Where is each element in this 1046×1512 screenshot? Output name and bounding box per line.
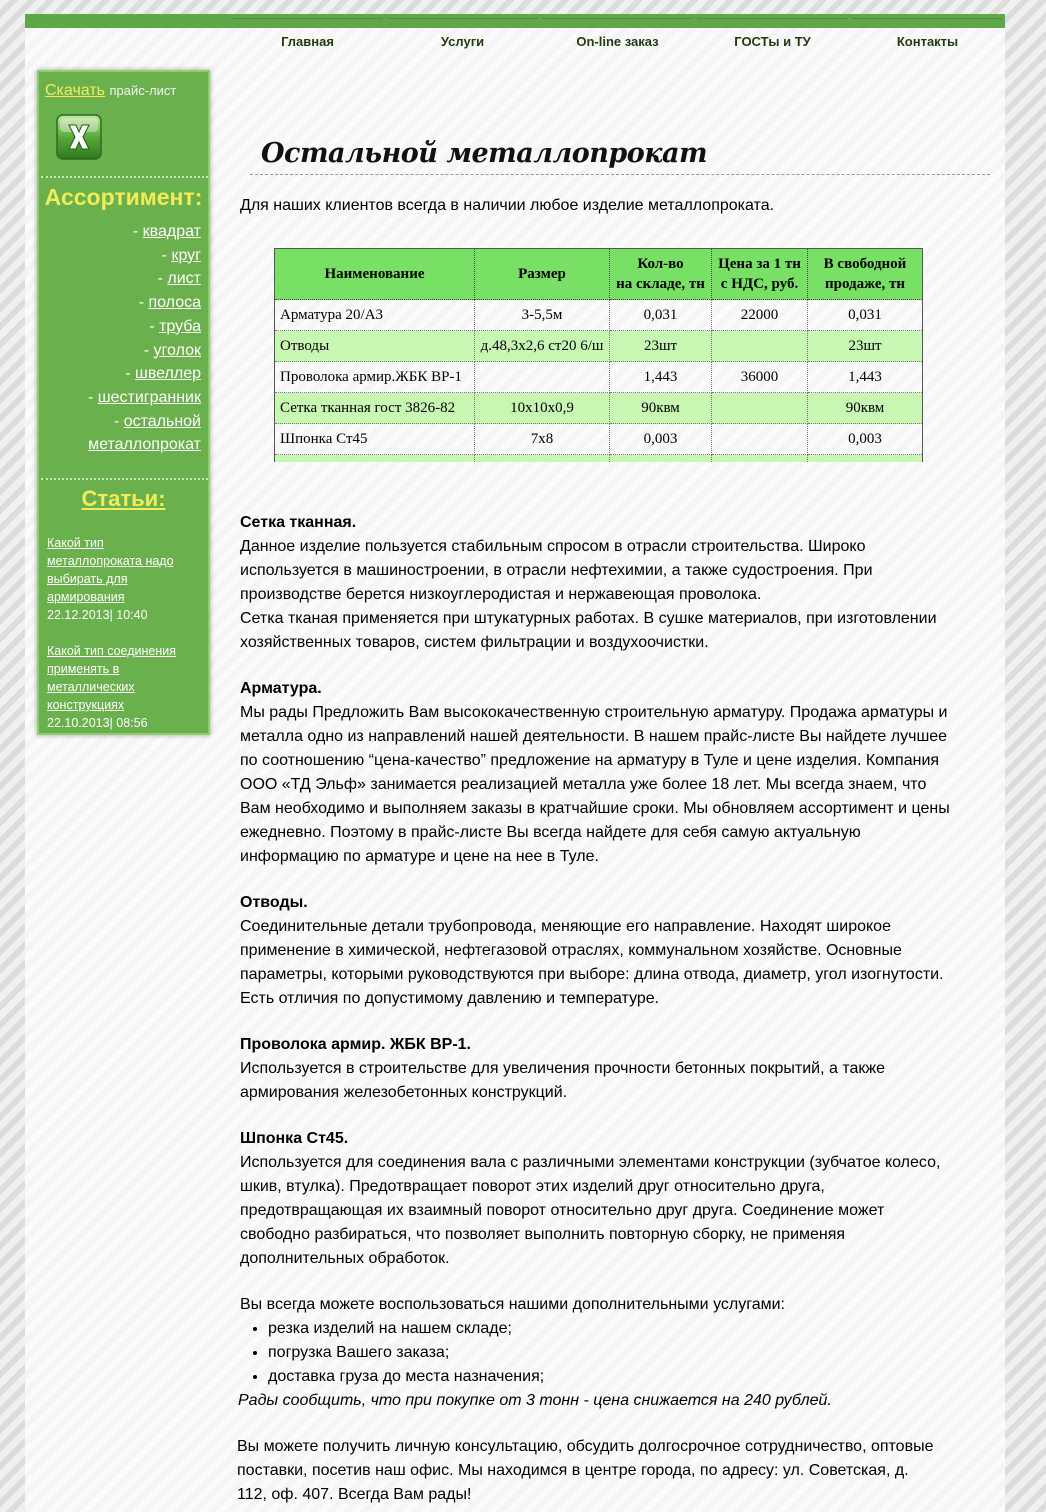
assortment-link[interactable] — [135, 365, 201, 382]
table-cell: Отводы — [275, 331, 475, 362]
section-title: Отводы. — [240, 894, 308, 911]
assortment-link-text: квадрат — [142, 223, 201, 240]
main-nav — [230, 14, 1005, 64]
col-size-header: Размер — [475, 249, 610, 300]
table-cell: 0,003 — [808, 424, 923, 455]
section-line: дополнительных обработок. — [240, 1250, 450, 1267]
section-line: по соотношению “цена-качество” предложение на арматуру в Туле и цене изделия. Компания — [240, 752, 940, 769]
section-gap — [240, 655, 985, 677]
product-section — [240, 891, 985, 1011]
download-price — [45, 82, 176, 100]
table-cell — [712, 424, 808, 455]
section-line: ежедневно. Поэтому в прайс-листе Вы всегда найдете для себя самую актуальную — [240, 824, 861, 841]
section-line: параметры, которыми руководствуются при выборе: длина отвода, диаметр, угол изогнутости. — [240, 966, 944, 983]
assortment-item: - остальной металлопрокат — [88, 412, 201, 454]
contact-info — [237, 1435, 985, 1507]
section-gap — [240, 869, 985, 891]
assortment-title: Ассортимент: — [44, 184, 203, 210]
table-cell — [610, 455, 712, 463]
col-free-header: В свободной продаже, тн — [808, 249, 923, 300]
services-list — [240, 1317, 985, 1389]
table-cell: 36000 — [712, 362, 808, 393]
nav-services[interactable]: Услуги — [385, 14, 540, 64]
table-cell: 3-5,5м — [475, 300, 610, 331]
table-cell: 22000 — [712, 300, 808, 331]
nav-online-order[interactable]: On-line заказ — [540, 14, 695, 64]
section-line: используется в машиностроении, в отрасли нефтехимии, а также судостроения. При — [240, 562, 873, 579]
table-cell: Проволока армир.ЖБК ВР-1 — [275, 362, 475, 393]
col-price-header: Цена за 1 тн с НДС, руб. — [712, 249, 808, 300]
section-line: ООО «ТД Эльф» занимается реализацией металла уже более 18 лет. Мы всегда знаем, что — [240, 776, 927, 793]
table-row — [275, 331, 923, 362]
section-line: Данное изделие пользуется стабильным спросом в отрасли строительства. Широко — [240, 538, 866, 555]
main-content — [237, 511, 985, 1507]
product-section — [240, 1033, 985, 1105]
nav-contacts[interactable]: Контакты — [850, 14, 1005, 64]
section-line: Есть отличия по допустимому давлению и температуре. — [240, 990, 660, 1007]
contact-line: 112, оф. 407. Всегда Вам рады! — [237, 1486, 472, 1503]
table-cell: Шпонка Ст45 — [275, 424, 475, 455]
article-link[interactable] — [47, 536, 174, 604]
table-cell: Арматура 20/А3 — [275, 300, 475, 331]
section-line: хозяйственных товаров, систем фильтрации и воздухоочистки. — [240, 634, 709, 651]
price-table — [274, 248, 923, 462]
section-gap — [240, 1011, 985, 1033]
assortment-link[interactable] — [88, 413, 201, 454]
section-title: Сетка тканная. — [240, 514, 357, 531]
col-name-header: Наименование — [275, 249, 475, 300]
section-line: Используется для соединения вала с различными элементами конструкции (зубчатое колесо, — [240, 1154, 941, 1171]
intro-text: Для наших клиентов всегда в наличии любое изделие металлопроката. — [240, 197, 775, 214]
article-title-line: конструкциях — [47, 698, 125, 712]
section-line: Используется в строительстве для увеличения прочности бетонных покрытий, а также — [240, 1060, 885, 1077]
article-title-line: армирования — [47, 590, 125, 604]
assortment-item: - лист — [157, 270, 201, 288]
section-line: информацию по арматуре и цене на нее в Туле. — [240, 848, 599, 865]
product-section — [240, 511, 985, 655]
assortment-item: - круг — [161, 246, 201, 264]
assortment-link-text: уголок — [153, 341, 201, 359]
assortment-list — [88, 220, 201, 457]
article-title-line: Какой тип соединения — [47, 644, 177, 658]
table-cell — [475, 362, 610, 393]
assortment-item: - полоса — [138, 294, 201, 312]
discount-note: Рады сообщить, что при покупке от 3 тонн - цена снижается на 240 рублей. — [238, 1392, 832, 1409]
title-divider — [250, 174, 990, 175]
page-title: Остальной металлопрокат — [261, 138, 708, 169]
table-cell — [275, 455, 475, 463]
article-item — [47, 534, 197, 624]
table-cell: 0,031 — [808, 300, 923, 331]
assortment-link[interactable] — [159, 318, 201, 335]
table-cell: 10х10х0,9 — [475, 393, 610, 424]
table-cell: 23шт — [610, 331, 712, 362]
assortment-link-text: полоса — [148, 294, 201, 312]
sidebar — [37, 70, 210, 735]
table-cell — [475, 455, 610, 463]
col-stock-header: Кол-во на складе, тн — [610, 249, 712, 300]
assortment-link[interactable] — [98, 389, 201, 406]
article-date: 22.12.2013| 10:40 — [47, 608, 148, 622]
section-gap — [240, 1413, 985, 1435]
service-item: • резка изделий на нашем складе; — [268, 1317, 985, 1341]
assortment-item: - труба — [149, 317, 201, 335]
section-gap — [240, 1271, 985, 1293]
section-line: Соединительные детали трубопровода, меняющие его направление. Находят широкое — [240, 918, 891, 935]
table-cell: 23шт — [808, 331, 923, 362]
assortment-link[interactable] — [167, 270, 201, 287]
section-line: армирования железобетонных конструкций. — [240, 1084, 568, 1101]
table-cell: 90квм — [610, 393, 712, 424]
excel-icon[interactable] — [56, 114, 102, 160]
section-line: свободно разбираться, что позволяет выполнить повторную сборку, не применяя — [240, 1226, 846, 1243]
article-link[interactable] — [47, 644, 176, 712]
assortment-link[interactable] — [143, 223, 201, 240]
assortment-link-text: лист — [167, 270, 201, 288]
table-header-row — [275, 249, 923, 300]
section-title: Проволока армир. ЖБК ВР-1. — [240, 1036, 471, 1053]
assortment-item: - швеллер — [125, 365, 201, 383]
table-row-partial — [275, 455, 923, 463]
assortment-link-text: остальной — [123, 412, 201, 430]
contact-line: Вы можете получить личную консультацию, обсудить долгосрочное сотрудничество, оптовые — [237, 1438, 934, 1455]
assortment-link-text: шестигранник — [97, 388, 201, 406]
article-title-line: металлических — [47, 680, 135, 694]
nav-home[interactable]: Главная — [230, 14, 385, 64]
section-title: Шпонка Ст45. — [240, 1130, 349, 1147]
section-line: производстве берется низкоуглеродистая и нержавеющая проволока. — [240, 586, 762, 603]
assortment-link-text: швеллер — [135, 365, 201, 383]
table-cell: 90квм — [808, 393, 923, 424]
assortment-link[interactable] — [154, 342, 201, 359]
table-cell — [712, 455, 808, 463]
service-item: • доставка груза до места назначения; — [268, 1365, 985, 1389]
section-title: Арматура. — [240, 680, 322, 697]
table-cell: д.48,3х2,6 ст20 6/ш — [475, 331, 610, 362]
article-title-line: Какой тип — [47, 536, 104, 550]
nav-gost[interactable]: ГОСТы и ТУ — [695, 14, 850, 64]
assortment-link-text: труба — [159, 317, 201, 335]
table-row — [275, 300, 923, 331]
assortment-item: - квадрат — [132, 223, 201, 240]
product-section — [240, 677, 985, 869]
section-line: шкив, втулка). Предотвращает поворот этих изделий друг относительно друга, — [240, 1178, 825, 1195]
table-cell: 0,031 — [610, 300, 712, 331]
contact-line: поставки, посетив наш офис. Мы находимся в центре города, по адресу: ул. Советская, д. — [237, 1462, 909, 1479]
assortment-item: - шестигранник — [87, 388, 201, 406]
article-title-line: металлопроката надо — [47, 554, 174, 568]
assortment-link[interactable] — [171, 247, 201, 264]
table-cell — [808, 455, 923, 463]
table-row — [275, 424, 923, 455]
table-cell — [712, 331, 808, 362]
product-section — [240, 1127, 985, 1271]
table-cell — [712, 393, 808, 424]
table-cell: Сетка тканная гост 3826-82 — [275, 393, 475, 424]
services-intro: Вы всегда можете воспользоваться нашими дополнительными услугами: — [240, 1296, 785, 1313]
page-container — [25, 14, 1005, 1512]
article-title-line: применять в — [47, 662, 120, 676]
table-cell: 1,443 — [808, 362, 923, 393]
section-line: металла одно из направлений нашей деятельности. В нашем прайс-листе Вы найдете лучшее — [240, 728, 948, 745]
assortment-link-text: круг — [171, 246, 201, 264]
table-cell: 7х8 — [475, 424, 610, 455]
section-gap — [240, 1105, 985, 1127]
download-label: прайс-лист — [109, 83, 177, 98]
table-row — [275, 393, 923, 424]
articles-title: Статьи: — [81, 486, 166, 511]
section-line: применение в химической, нефтегазовой отраслях, коммунальном хозяйстве. Основные — [240, 942, 902, 959]
section-line: Сетка тканая применяется при штукатурных работах. В сушке материалов, при изготовлении — [240, 610, 937, 627]
service-item: • погрузка Вашего заказа; — [268, 1341, 985, 1365]
assortment-link[interactable] — [148, 294, 201, 311]
table-row — [275, 362, 923, 393]
section-line: Мы рады Предложить Вам высококачественную строительную арматуру. Продажа арматуры и — [240, 704, 948, 721]
table-cell: 0,003 — [610, 424, 712, 455]
article-title-line: выбирать для — [47, 572, 128, 586]
assortment-item: - уголок — [143, 341, 201, 359]
article-item — [47, 642, 197, 732]
article-date: 22.10.2013| 08:56 — [47, 716, 148, 730]
table-cell: 1,443 — [610, 362, 712, 393]
section-line: предотвращающая их взаимный поворот относительно друг друга. Соединение может — [240, 1202, 885, 1219]
sidebar-divider — [41, 478, 208, 480]
download-link[interactable]: Скачать — [45, 82, 105, 99]
assortment-link-text: металлопрокат — [88, 436, 201, 454]
sidebar-divider — [41, 176, 208, 178]
section-line: Вам необходимо и выполняем заказы в кратчайшие сроки. Мы обновляем ассортимент и цены — [240, 800, 950, 817]
